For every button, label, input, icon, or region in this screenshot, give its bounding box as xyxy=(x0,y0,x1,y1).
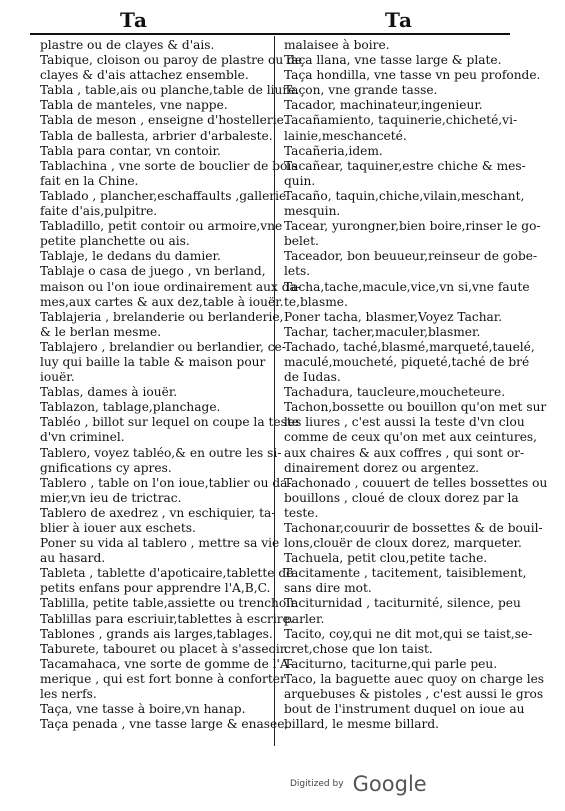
dictionary-line: aux chaires & aux coffres , qui sont or- xyxy=(284,445,525,460)
dictionary-line: plastre ou de clayes & d'ais. xyxy=(40,38,215,52)
dictionary-line: blier à iouer aux eschets. xyxy=(40,521,196,535)
dictionary-line: d'vn criminel. xyxy=(40,430,125,445)
dictionary-line: Tacamahaca, vne sorte de gomme de l'A- xyxy=(40,656,293,671)
dictionary-line: sans dire mot. xyxy=(284,581,372,596)
dictionary-line: te,blasme. xyxy=(284,294,348,309)
dictionary-line: Tacear, yurongner,bien boire,rinser le go- xyxy=(284,219,541,234)
column-divider xyxy=(274,36,275,746)
dictionary-line: Poner tacha, blasmer,Voyez Tachar. xyxy=(284,309,503,324)
dictionary-line: les liures , c'est aussi la teste d'vn clou xyxy=(284,415,525,430)
dictionary-line: Tablillas para escriuir,tablettes à escrire. xyxy=(40,611,294,626)
dictionary-line: Taçon, vne grande tasse. xyxy=(284,83,438,98)
dictionary-line: petits enfans pour apprendre l'A,B,C. xyxy=(40,581,271,596)
running-head-right: Ta xyxy=(385,8,413,32)
dictionary-line: & le berlan mesme. xyxy=(40,324,162,339)
dictionary-line: Tacha,tache,macule,vice,vn si,vne faute xyxy=(284,279,530,294)
dictionary-line: bout de l'instrument duquel on ioue au xyxy=(284,702,525,717)
dictionary-line: malaisee à boire. xyxy=(284,38,390,52)
dictionary-line: Tablas, dames à iouër. xyxy=(40,385,178,400)
dictionary-line: lainie,meschanceté. xyxy=(284,128,407,143)
dictionary-line: mes,aux cartes & aux dez,table à iouër. xyxy=(40,294,284,309)
dictionary-line: Tachonar,couurir de bossettes & de bouil- xyxy=(284,521,543,535)
dictionary-line: Tacañear, taquiner,estre chiche & mes- xyxy=(284,158,526,173)
dictionary-line: mier,vn ieu de trictrac. xyxy=(40,490,182,505)
dictionary-line: Tabla , table,ais ou planche,table de liure. xyxy=(40,83,300,98)
dictionary-line: Taciturno, taciturne,qui parle peu. xyxy=(284,656,498,671)
dictionary-line: Taça llana, vne tasse large & plate. xyxy=(284,53,502,68)
dictionary-line: Tablaje o casa de juego , vn berland, xyxy=(40,264,266,279)
dictionary-line: Tabique, cloison ou paroy de plastre ou de xyxy=(40,53,303,68)
dictionary-line: Tabléo , billot sur lequel on coupe la teste xyxy=(40,415,299,430)
dictionary-line: Tacañamiento, taquinerie,chicheté,vi- xyxy=(284,113,518,128)
dictionary-line: quin. xyxy=(284,173,316,188)
dictionary-line: belet. xyxy=(284,234,319,249)
dictionary-line: Tacitamente , tacitement, taisiblement, xyxy=(284,566,527,581)
dictionary-line: Tablero , table on l'on ioue,tablier ou da- xyxy=(40,475,292,490)
dictionary-line: Tabla para contar, vn contoir. xyxy=(40,143,221,158)
dictionary-line: Tablado , plancher,eschaffaults ,gallerie xyxy=(40,188,287,203)
right-column xyxy=(284,38,548,732)
dictionary-line: Tachuela, petit clou,petite tache. xyxy=(284,551,488,566)
dictionary-line: comme de ceux qu'on met aux ceintures, xyxy=(284,430,538,445)
dictionary-line: Tachonado , couuert de telles bossettes ou xyxy=(284,475,548,490)
dictionary-line: Tachar, tacher,maculer,blasmer. xyxy=(284,324,481,339)
dictionary-line: clayes & d'ais attachez ensemble. xyxy=(40,68,249,83)
running-head-left: Ta xyxy=(120,8,148,32)
dictionary-line: Tacañeria,idem. xyxy=(284,143,383,158)
dictionary-line: maculé,moucheté, piqueté,taché de bré xyxy=(284,354,530,369)
dictionary-line: Tacito, coy,qui ne dit mot,qui se taist,se- xyxy=(284,626,533,641)
dictionary-line: Tableta , tablette d'apoticaire,tablette de xyxy=(40,566,294,581)
dictionary-line: lons,clouër de cloux dorez, marqueter. xyxy=(284,536,522,551)
dictionary-line: Taciturnidad , taciturnité, silence, peu xyxy=(284,596,521,611)
dictionary-line: Tabla de manteles, vne nappe. xyxy=(40,98,228,113)
dictionary-line: Taco, la baguette auec quoy on charge les xyxy=(284,671,545,686)
dictionary-line: mesquin. xyxy=(284,204,341,219)
dictionary-line: petite planchette ou ais. xyxy=(40,234,190,249)
dictionary-line: Tablero de axedrez , vn eschiquier, ta- xyxy=(40,505,276,520)
dictionary-line: Tachon,bossette ou bouillon qu'on met sur xyxy=(284,400,547,415)
dictionary-line: fait en la Chine. xyxy=(40,173,139,188)
dictionary-line: Tabla de ballesta, arbrier d'arbaleste. xyxy=(40,128,273,143)
dictionary-line: Tablero, voyez tabléo,& en outre les si- xyxy=(40,445,282,460)
dictionary-line: dinairement dorez ou argentez. xyxy=(284,460,480,475)
dictionary-line: Tacador, machinateur,ingenieur. xyxy=(284,98,483,113)
dictionary-line: bouillons , cloué de cloux dorez par la xyxy=(284,490,519,505)
dictionary-line: Tablajero , brelandier ou berlandier, ce- xyxy=(40,339,286,354)
dictionary-line: Taceador, bon beuueur,reinseur de gobe- xyxy=(284,249,538,264)
dictionary-line: Taça hondilla, vne tasse vn peu profonde. xyxy=(284,68,541,83)
dictionary-line: lets. xyxy=(284,264,311,279)
dictionary-line: au hasard. xyxy=(40,551,106,566)
dictionary-line: Tablajeria , brelanderie ou berlanderie, xyxy=(40,309,284,324)
dictionary-line: teste. xyxy=(284,505,319,520)
google-logo: Google xyxy=(352,772,427,796)
dictionary-line: Tablazon, tablage,planchage. xyxy=(40,400,221,415)
dictionary-line: Tachadura, taucleure,moucheteure. xyxy=(284,385,506,400)
dictionary-line: Tacaño, taquin,chiche,vilain,meschant, xyxy=(284,188,525,203)
dictionary-line: parler. xyxy=(284,611,325,626)
dictionary-line: Tablachina , vne sorte de bouclier de bois xyxy=(40,158,298,173)
dictionary-line: arquebuses & pistoles , c'est aussi le gros xyxy=(284,687,544,702)
dictionary-line: Tabla de meson , enseigne d'hostellerie. xyxy=(40,113,288,128)
dictionary-line: de Iudas. xyxy=(284,370,341,385)
dictionary-line: iouër. xyxy=(40,370,75,385)
dictionary-line: Tachado, taché,blasmé,marqueté,tauelé, xyxy=(284,339,535,354)
dictionary-line: Taça, vne tasse à boire,vn hanap. xyxy=(40,702,246,717)
dictionary-line: merique , qui est fort bonne à conforter xyxy=(40,671,286,686)
header-rule xyxy=(30,33,510,35)
dictionary-line: Tablaje, le dedans du damier. xyxy=(40,249,221,264)
dictionary-line: maison ou l'on ioue ordinairement aux da- xyxy=(40,279,301,294)
dictionary-line: gnifications cy apres. xyxy=(40,460,172,475)
dictionary-line: les nerfs. xyxy=(40,687,97,702)
dictionary-line: Poner su vida al tablero , mettre sa vie xyxy=(40,536,280,551)
dictionary-line: Taburete, tabouret ou placet à s'asseoir. xyxy=(40,641,289,656)
digitized-by-label: Digitized by xyxy=(290,779,344,789)
dictionary-line: Taça penada , vne tasse large & enasee, xyxy=(40,717,289,732)
dictionary-line: faite d'ais,pulpitre. xyxy=(40,204,158,219)
digitized-by-footer xyxy=(290,772,427,796)
dictionary-line: Tablilla, petite table,assiette ou trenchoir. xyxy=(40,596,299,611)
dictionary-line: cret,chose que lon taist. xyxy=(284,641,433,656)
dictionary-line: Tablones , grands ais larges,tablages. xyxy=(40,626,273,641)
dictionary-line: Tabladillo, petit contoir ou armoire,vne xyxy=(40,219,283,234)
dictionary-line: luy qui baille la table & maison pour xyxy=(40,354,266,369)
dictionary-line: billard, le mesme billard. xyxy=(284,717,440,732)
